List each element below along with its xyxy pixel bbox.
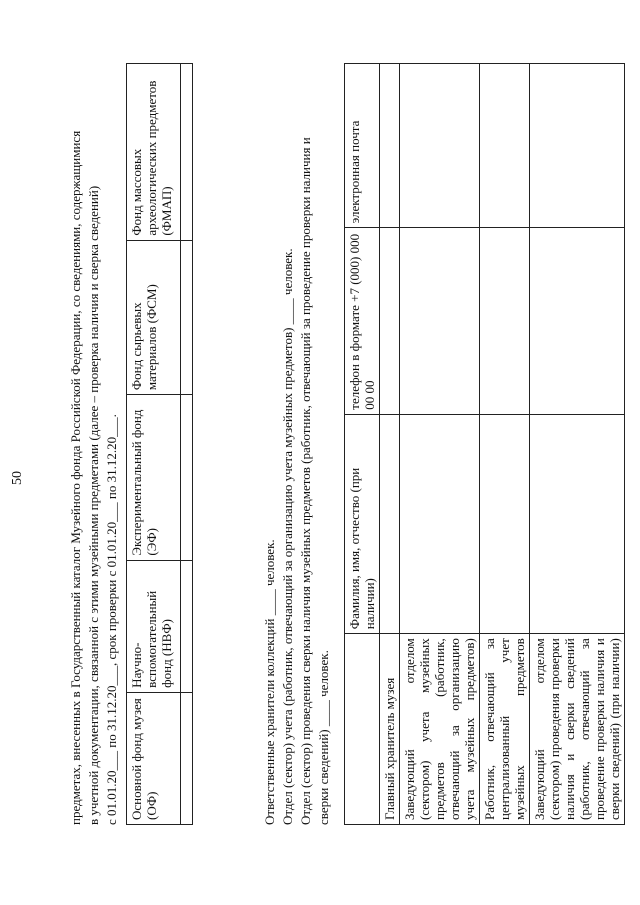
table-cell (400, 414, 480, 633)
funds-table (126, 63, 193, 825)
fund-header-ef: Экспериментальный фонд (ЭФ) (127, 395, 181, 561)
table-cell (400, 64, 480, 228)
intro-line-2: в учетной документации, связанной с этими музейными предметами (далее – проверка наличия и сверка сведений) (86, 185, 101, 825)
staff-line-1: Ответственные хранители коллекций ____ человек. (262, 539, 277, 825)
table-cell (380, 64, 400, 228)
fund-header-of: Основной фонд музея (ОФ) (127, 692, 181, 824)
table-cell (480, 64, 530, 228)
fund-value-cell (181, 395, 193, 561)
table-cell (380, 414, 400, 633)
contacts-header-name: Фамилия, имя, отчество (при наличии) (345, 414, 380, 633)
contacts-header-empty (345, 634, 380, 825)
contacts-table (344, 63, 625, 825)
intro-line-1: предметах, внесенных в Государственный каталог Музейного фонда Российской Федерации, со сведениями, содержащимися (68, 130, 83, 825)
fund-value-cell (181, 240, 193, 394)
table-cell (530, 414, 625, 633)
table-row-label: Главный хранитель музея (380, 634, 400, 825)
fund-value-cell (181, 64, 193, 241)
contacts-header-phone: телефон в формате +7 (000) 000 00 00 (345, 228, 380, 414)
table-row-label: Заведующий отделом (сектором) учета музейных предметов (работник, отвечающий за организацию учета музейных предметов) (400, 634, 480, 825)
table-row-label: Заведующий отделом (сектором) проведения проверки наличия и сверки сведений (работник, отвечающий за проведение проверки наличия и сверки сведений) (при наличии) (530, 634, 625, 825)
fund-header-fsm: Фонд сырьевых материалов (ФСМ) (127, 240, 181, 394)
table-cell (530, 64, 625, 228)
fund-value-cell (181, 692, 193, 824)
intro-line-3: с 01.01.20___ по 31.12.20___, срок проверки с 01.01.20___ по 31.12.20___. (104, 414, 119, 825)
fund-header-fmap: Фонд массовых археологических предметов (ФМАП) (127, 64, 181, 241)
fund-value-cell (181, 560, 193, 692)
table-cell (480, 414, 530, 633)
table-cell (380, 228, 400, 414)
staff-line-3: Отдел (сектор) проведения сверки наличия музейных предметов (работник, отвечающий за проведение проверки наличия и (298, 137, 313, 825)
staff-line-4: сверки сведений) ____ человек. (316, 650, 331, 825)
table-cell (480, 228, 530, 414)
table-cell (400, 228, 480, 414)
staff-line-2: Отдел (сектор) учета (работник, отвечающий за организацию учета музейных предметов) ____ человек. (280, 248, 295, 825)
fund-header-nvf: Научно-вспомогательный фонд (НВФ) (127, 560, 181, 692)
table-row-label: Работник, отвечающий за централизованный учет музейных предметов (480, 634, 530, 825)
contacts-header-email: электронная почта (345, 64, 380, 228)
table-cell (530, 228, 625, 414)
page-number: 50 (10, 471, 25, 485)
